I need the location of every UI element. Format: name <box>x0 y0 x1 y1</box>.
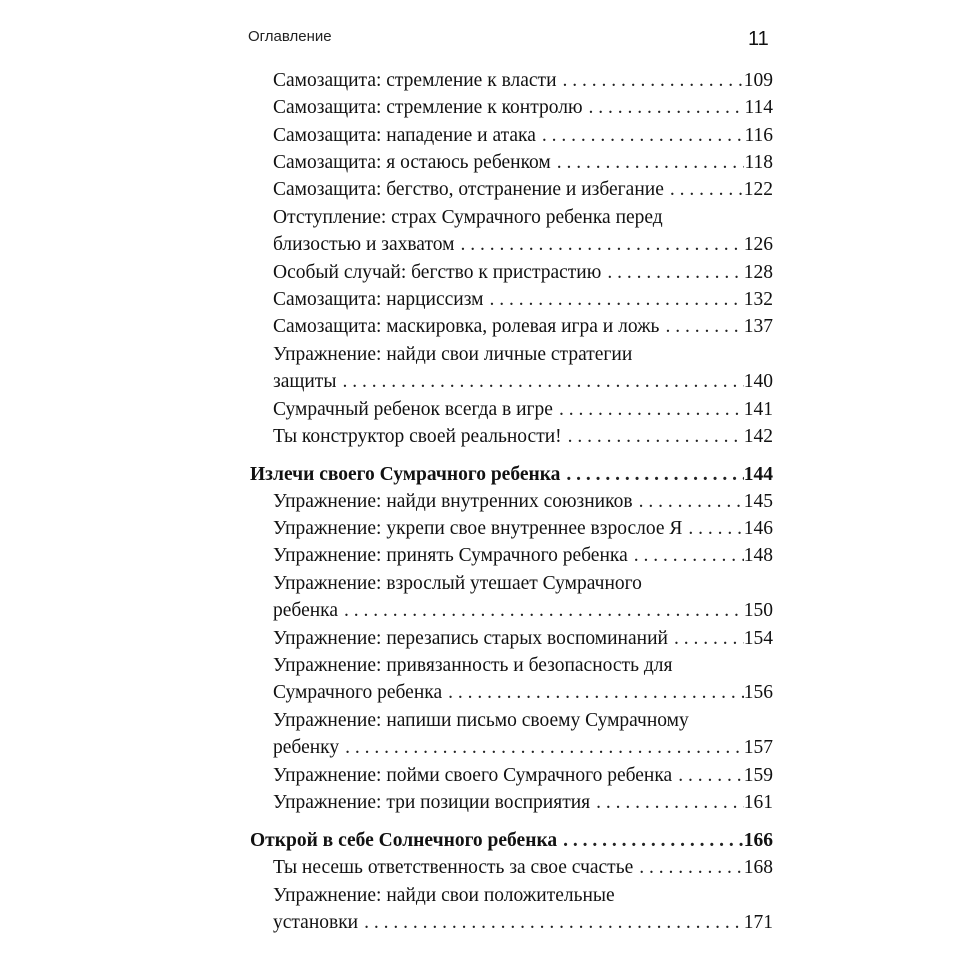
toc-section-title: Излечи своего Сумрачного ребенка <box>250 464 561 485</box>
toc-entry-page: 118 <box>744 152 773 173</box>
toc-entry <box>273 261 773 285</box>
dot-leader <box>562 425 744 449</box>
toc-entry-title-line <box>273 884 773 908</box>
toc-entry-title: Упражнение: три позиции восприятия <box>273 792 591 813</box>
toc-entry-title-line <box>273 343 773 367</box>
toc-section <box>250 463 773 487</box>
toc-entry <box>273 856 773 880</box>
toc-entry-title: Сумрачный ребенок всегда в игре <box>273 399 553 420</box>
dot-leader <box>668 627 744 651</box>
toc-entry-title: Отступление: страх Сумрачного ребенка перед <box>273 207 663 228</box>
toc-entry <box>273 124 773 148</box>
toc-entry-page: 142 <box>743 426 773 447</box>
toc-entry-title: Сумрачного ребенка <box>273 682 443 703</box>
toc-entry-page: 145 <box>743 491 773 512</box>
toc-entry-title-line <box>273 572 773 596</box>
toc-entry-page: 157 <box>743 737 773 758</box>
toc-entry-title: Упражнение: укрепи свое внутреннее взрослое Я <box>273 518 683 539</box>
toc-entry <box>273 370 773 394</box>
dot-leader <box>336 370 743 394</box>
toc-section <box>250 829 773 853</box>
dot-leader <box>664 178 744 202</box>
toc-entry-title: защиты <box>273 371 337 392</box>
toc-entry-page: 137 <box>743 316 773 337</box>
toc-entry-title: ребенка <box>273 600 338 621</box>
dot-leader <box>358 911 744 935</box>
toc-entry-title: Самозащита: стремление к контролю <box>273 97 583 118</box>
toc-entry-title: Самозащита: маскировка, ролевая игра и ложь <box>273 316 660 337</box>
page-number: 11 <box>748 28 769 50</box>
dot-leader <box>536 124 745 148</box>
toc-entry <box>273 736 773 760</box>
toc-section-title: Открой в себе Солнечного ребенка <box>250 830 558 851</box>
toc-entry-title: Упражнение: найди свои личные стратегии <box>273 344 633 365</box>
toc-entry-title: Самозащита: бегство, отстранение и избегание <box>273 179 664 200</box>
dot-leader <box>557 829 744 853</box>
toc-entry <box>273 627 773 651</box>
toc-entry-title: Упражнение: взрослый утешает Сумрачного <box>273 573 642 594</box>
dot-leader <box>442 681 744 705</box>
toc-entry-title: Самозащита: нарциссизм <box>273 289 484 310</box>
toc-entry-page: 171 <box>743 912 773 933</box>
toc-entry <box>273 96 773 120</box>
toc-entry-title: Упражнение: найди внутренних союзников <box>273 491 633 512</box>
toc-entry-title: Самозащита: я остаюсь ребенком <box>273 152 551 173</box>
dot-leader <box>659 315 743 339</box>
toc-entry-page: 109 <box>743 70 773 91</box>
toc-entry-page: 141 <box>743 399 773 420</box>
toc-entry-page: 156 <box>743 682 773 703</box>
dot-leader <box>682 517 743 541</box>
toc-entry-title-line <box>273 206 773 230</box>
dot-leader <box>454 233 743 257</box>
toc-entry-title: Упражнение: найди свои положительные <box>273 885 615 906</box>
toc-entry-title: Ты конструктор своей реальности! <box>273 426 562 447</box>
toc-entry-title: Упражнение: перезапись старых воспоминаний <box>273 628 668 649</box>
dot-leader <box>560 463 743 487</box>
toc-entry-title-line <box>273 709 773 733</box>
dot-leader <box>583 96 745 120</box>
running-head: Оглавление <box>248 28 332 45</box>
toc-entry-title: Ты несешь ответственность за свое счастье <box>273 857 634 878</box>
toc-entry-page: 116 <box>744 125 773 146</box>
toc-entry-title: Упражнение: пойми своего Сумрачного ребенка <box>273 765 673 786</box>
dot-leader <box>484 288 744 312</box>
dot-leader <box>628 544 744 568</box>
dot-leader <box>557 69 744 93</box>
toc-entry-page: 128 <box>743 262 773 283</box>
toc-entry <box>273 791 773 815</box>
dot-leader <box>551 151 745 175</box>
toc-entry <box>273 425 773 449</box>
toc-entry-title: ребенку <box>273 737 340 758</box>
dot-leader <box>672 764 744 788</box>
toc-entry-page: 154 <box>743 628 773 649</box>
toc-entry <box>273 288 773 312</box>
toc-section-page: 166 <box>743 830 773 851</box>
toc-entry <box>273 544 773 568</box>
dot-leader <box>633 490 744 514</box>
toc-section-page: 144 <box>743 464 773 485</box>
toc-entry-title: Упражнение: напиши письмо своему Сумрачному <box>273 710 689 731</box>
toc-entry <box>273 911 773 935</box>
dot-leader <box>601 261 743 285</box>
toc-entry-page: 146 <box>743 518 773 539</box>
dot-leader <box>633 856 743 880</box>
toc-entry-title: Упражнение: привязанность и безопасность для <box>273 655 673 676</box>
toc-entry-page: 150 <box>743 600 773 621</box>
toc-entry-title: Самозащита: нападение и атака <box>273 125 536 146</box>
dot-leader <box>590 791 744 815</box>
toc-entry <box>273 764 773 788</box>
dot-leader <box>339 736 744 760</box>
toc-entry-page: 159 <box>743 765 773 786</box>
toc-entry <box>273 69 773 93</box>
toc-entry <box>273 517 773 541</box>
toc-entry <box>273 233 773 257</box>
toc-entry-page: 126 <box>743 234 773 255</box>
toc-entry <box>273 490 773 514</box>
dot-leader <box>553 398 744 422</box>
toc-entry-page: 148 <box>743 545 773 566</box>
toc-entry-page: 132 <box>743 289 773 310</box>
toc-entry-title-line <box>273 654 773 678</box>
toc-entry-page: 114 <box>744 97 773 118</box>
toc-entry-title: Особый случай: бегство к пристрастию <box>273 262 602 283</box>
toc-entry-page: 168 <box>743 857 773 878</box>
dot-leader <box>338 599 744 623</box>
toc-entry <box>273 398 773 422</box>
toc-entry <box>273 178 773 202</box>
toc-entry-page: 161 <box>743 792 773 813</box>
toc-entry-page: 122 <box>743 179 773 200</box>
toc-entry <box>273 599 773 623</box>
toc-entry-title: Упражнение: принять Сумрачного ребенка <box>273 545 628 566</box>
toc-entry-title: близостью и захватом <box>273 234 455 255</box>
toc-entry <box>273 151 773 175</box>
toc-entry <box>273 315 773 339</box>
toc-entry-title: Самозащита: стремление к власти <box>273 70 557 91</box>
toc-entry-page: 140 <box>743 371 773 392</box>
toc-entry <box>273 681 773 705</box>
toc-entry-title: установки <box>273 912 359 933</box>
